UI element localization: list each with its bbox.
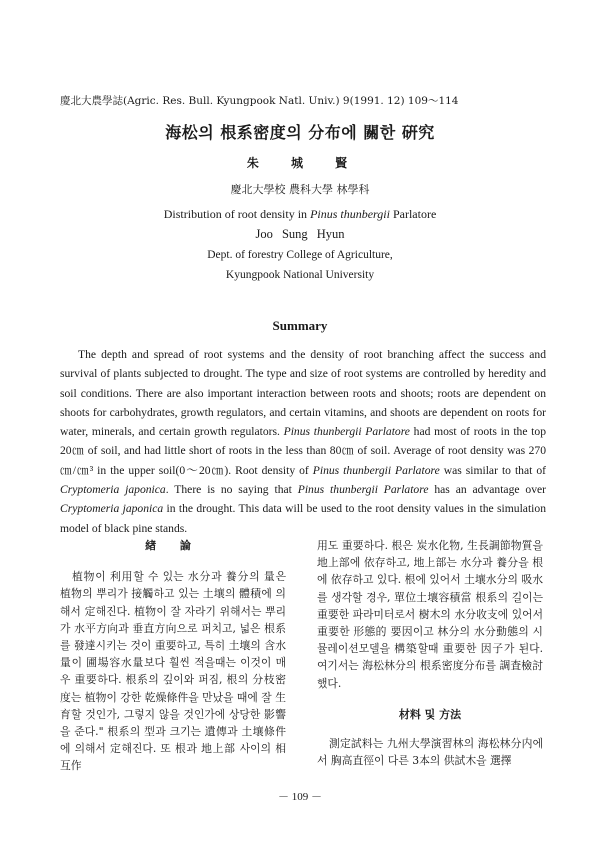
species-name: Cryptomeria japonica [60, 502, 164, 516]
summary-text: in the drought. This data will be used to the root density values in the simulation model of black pine stands. [60, 502, 546, 535]
english-affiliation [0, 245, 600, 285]
introduction-continued-text: 用도 重要하다. 根은 炭水化物, 生長調節物質을 地上部에 依存하고, 地上部는 水分과 養分을 根에 依存하고 있다. 根에 있어서 土壤水分의 吸水를 생각할 경우, 單位土壤容積當 根系의 길이는 重要한 파라미터로서 樹木의 水分收支에 있어서 重要한 形態的 要因이고 林分의 水分動態의 시뮬레이션모델을 構築할때 重要한 因子가 된다. 여기서는 海松林分의 根系密度分布를 調査檢討했다. [317, 539, 543, 690]
korean-title: 海松의 根系密度의 分布에 關한 硏究 [165, 123, 435, 142]
summary-text: The depth and spread of root systems and the density of root branching affect the success and survival of plants subjected to drought. The type and size of root systems are controlled by heredity and soil conditions. There are also important interaction between roots and shoots; roots are dependent on shoots for carbohydrates, growth regulators, and certain vitamins, and shoots are dependent on roots for water, minerals, and certain growth regulators. [60, 348, 546, 439]
journal-header: 慶北大農學誌(Agric. Res. Bull. Kyungpook Natl. Univ.) 9(1991. 12) 109～114 [60, 95, 459, 107]
species-name: Pinus thunbergii Parlatore [283, 425, 410, 439]
english-author: Joo Sung Hyun [255, 227, 345, 241]
english-title [0, 207, 600, 222]
dept-line-2: Kyungpook National University [225, 269, 375, 281]
page-number: － 109 － [278, 791, 322, 803]
korean-author: 朱 城 賢 [246, 156, 354, 170]
species-name: Pinus thunbergii Parlatore [297, 483, 429, 497]
methods-text: 測定試料는 九州大學演習林의 海松林分内에서 胸高直徑이 다른 3本의 供試木을 選擇 [317, 737, 543, 768]
methods-heading: 材料 및 方法 [398, 707, 462, 721]
summary-paragraph [60, 345, 546, 538]
english-title-species: Pinus thunbergii [310, 207, 390, 221]
introduction-heading: 緖 論 [145, 539, 201, 552]
right-column [317, 537, 543, 769]
dept-line-1: Dept. of forestry College of Agriculture, [207, 249, 393, 261]
korean-affiliation: 慶北大學校 農科大學 林學科 [230, 183, 370, 196]
summary-text: had most of roots in the top 20㎝ of soil, and had little short of roots in the less than 80㎝ of soil. Average of root density was 270 ㎝/㎝³ in the upper soil(0～20㎝). Root density of [60, 425, 547, 477]
species-name: Pinus thunbergii Parlatore [312, 463, 440, 477]
species-name: Cryptomeria japonica [60, 483, 166, 497]
summary-text: was similar to that of [439, 463, 546, 477]
english-title-prefix: Distribution of root density in [163, 207, 311, 221]
introduction-text: 植物이 利用할 수 있는 水分과 養分의 量은 植物의 뿌리가 接觸하고 있는 土壤의 體積에 의해서 定해진다. 植物이 잘 자라기 위해서는 뿌리가 水平方向과 垂直方向으로 퍼치고, 넓은 根系를 發達시키는 것이 重要하고, 특히 土壤의 含水量이 圃場容水量보다 훨씬 적을때는 이것이 매우 重要하다. 根系의 깊이와 퍼짐, 根의 分枝密度는 植物이 강한 乾燥條件을 만났을 때에 잘 生育할 것인가, 그렇지 않을 것인가에 상당한 影響을 준다." 根系의 型과 크기는 遺傳과 土壤條件에 의해서 定해진다. 또 根과 地上部 사이의 相互作 [60, 570, 286, 773]
english-title-suffix: Parlatore [389, 207, 437, 221]
summary-text: has an advantage over [428, 483, 547, 497]
summary-heading: Summary [272, 318, 328, 333]
summary-body [60, 345, 546, 538]
left-column [60, 537, 286, 775]
summary-text: . There is no saying that [165, 483, 298, 497]
